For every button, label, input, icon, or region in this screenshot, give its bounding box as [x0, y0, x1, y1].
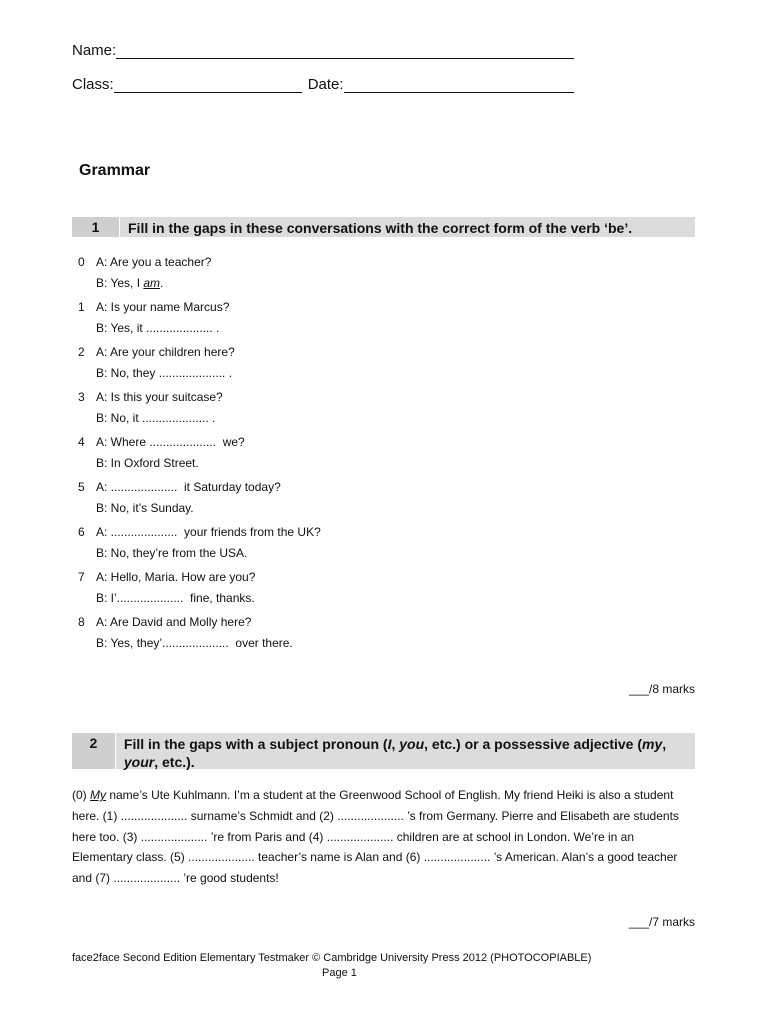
question-number: 1	[78, 300, 85, 314]
class-input-line[interactable]	[114, 76, 302, 93]
question-number: 0	[78, 255, 85, 269]
question-line-a: A: Is your name Marcus?	[96, 300, 230, 314]
task2-number: 2	[72, 733, 116, 769]
question-line-a: A: Are you a teacher?	[96, 255, 212, 269]
question-number: 7	[78, 570, 85, 584]
class-label: Class:	[72, 76, 114, 93]
paragraph-prefix: (0)	[72, 788, 90, 802]
question-number: 3	[78, 390, 85, 404]
name-label: Name:	[72, 42, 117, 59]
question-line-a: A: Hello, Maria. How are you?	[96, 570, 256, 584]
question-line-a[interactable]: A: .................... it Saturday today?	[96, 480, 281, 494]
question-number: 4	[78, 435, 85, 449]
question-line-a[interactable]: A: .................... your friends from the UK?	[96, 525, 321, 539]
answer-suffix: .	[160, 276, 164, 290]
question-line-b[interactable]: B: Yes, they’.................... over there.	[96, 636, 293, 650]
instruction-text: , etc.) or a possessive adjective (	[424, 736, 643, 752]
task2-paragraph[interactable]	[72, 785, 682, 889]
instruction-italic: my	[642, 736, 663, 752]
question-line-b[interactable]: B: No, it .................... .	[96, 411, 216, 425]
task2-header	[72, 733, 695, 769]
date-input-line[interactable]	[344, 76, 574, 93]
class-date-row	[72, 76, 574, 93]
instruction-italic: your	[123, 754, 155, 770]
instruction-text: ,	[391, 736, 400, 752]
date-label: Date:	[307, 76, 344, 93]
question-number: 5	[78, 480, 85, 494]
question-line-b[interactable]: B: No, they .................... .	[96, 366, 233, 380]
task1-number: 1	[72, 217, 120, 237]
paragraph-text: name’s Ute Kuhlmann. I’m a student at the Greenwood School of English. My friend Heiki is also a student here. (1) .................... surname’s Schmidt and (2) .................... ’s from Germany. Pierre and Elisabeth are students here too. (3) .................... ’re from Paris and (4) .................... children are at school in London. We’re in an Elementary class. (5) .................... teacher’s name is Alan and (6) .................... ’s American. Alan’s a good teacher and (7) .................... ’re good students!	[72, 788, 679, 886]
name-field-row	[72, 42, 574, 59]
instruction-text: , etc.).	[154, 754, 195, 770]
question-line-b: B: In Oxford Street.	[96, 456, 199, 470]
question-line-a: A: Is this your suitcase?	[96, 390, 223, 404]
page-number: Page 1	[322, 967, 357, 979]
question-line-b[interactable]: B: Yes, it .................... .	[96, 321, 220, 335]
example-answer: My	[90, 788, 106, 802]
answer-prefix: B: Yes, I	[96, 276, 144, 290]
task1-header	[72, 217, 695, 237]
task1-marks: ___/8 marks	[628, 682, 695, 696]
section-title: Grammar	[79, 162, 151, 179]
question-number: 6	[78, 525, 85, 539]
question-line-a[interactable]: A: Where .................... we?	[96, 435, 245, 449]
task1-instruction: Fill in the gaps in these conversations with the correct form of the verb ‘be’.	[128, 220, 633, 236]
task2-instruction	[116, 733, 695, 773]
question-line-a: A: Are David and Molly here?	[96, 615, 252, 629]
instruction-italic: you	[399, 736, 425, 752]
name-input-line[interactable]	[116, 42, 574, 59]
question-line-b: B: No, it’s Sunday.	[96, 501, 194, 515]
question-line-b[interactable]: B: I’.................... fine, thanks.	[96, 591, 255, 605]
task2-marks: ___/7 marks	[628, 915, 695, 929]
footer-credit: face2face Second Edition Elementary Testmaker © Cambridge University Press 2012 (PHOTOCOPIABLE)	[72, 952, 592, 964]
question-number: 2	[78, 345, 85, 359]
question-line-b: B: No, they’re from the USA.	[96, 546, 248, 560]
question-line-b	[96, 276, 163, 290]
instruction-text: Fill in the gaps with a subject pronoun (	[123, 736, 388, 752]
instruction-text: ,	[662, 736, 667, 752]
question-line-a: A: Are your children here?	[96, 345, 235, 359]
example-answer: am	[143, 276, 161, 290]
question-number: 8	[78, 615, 85, 629]
instruction-italic: I	[387, 736, 392, 752]
